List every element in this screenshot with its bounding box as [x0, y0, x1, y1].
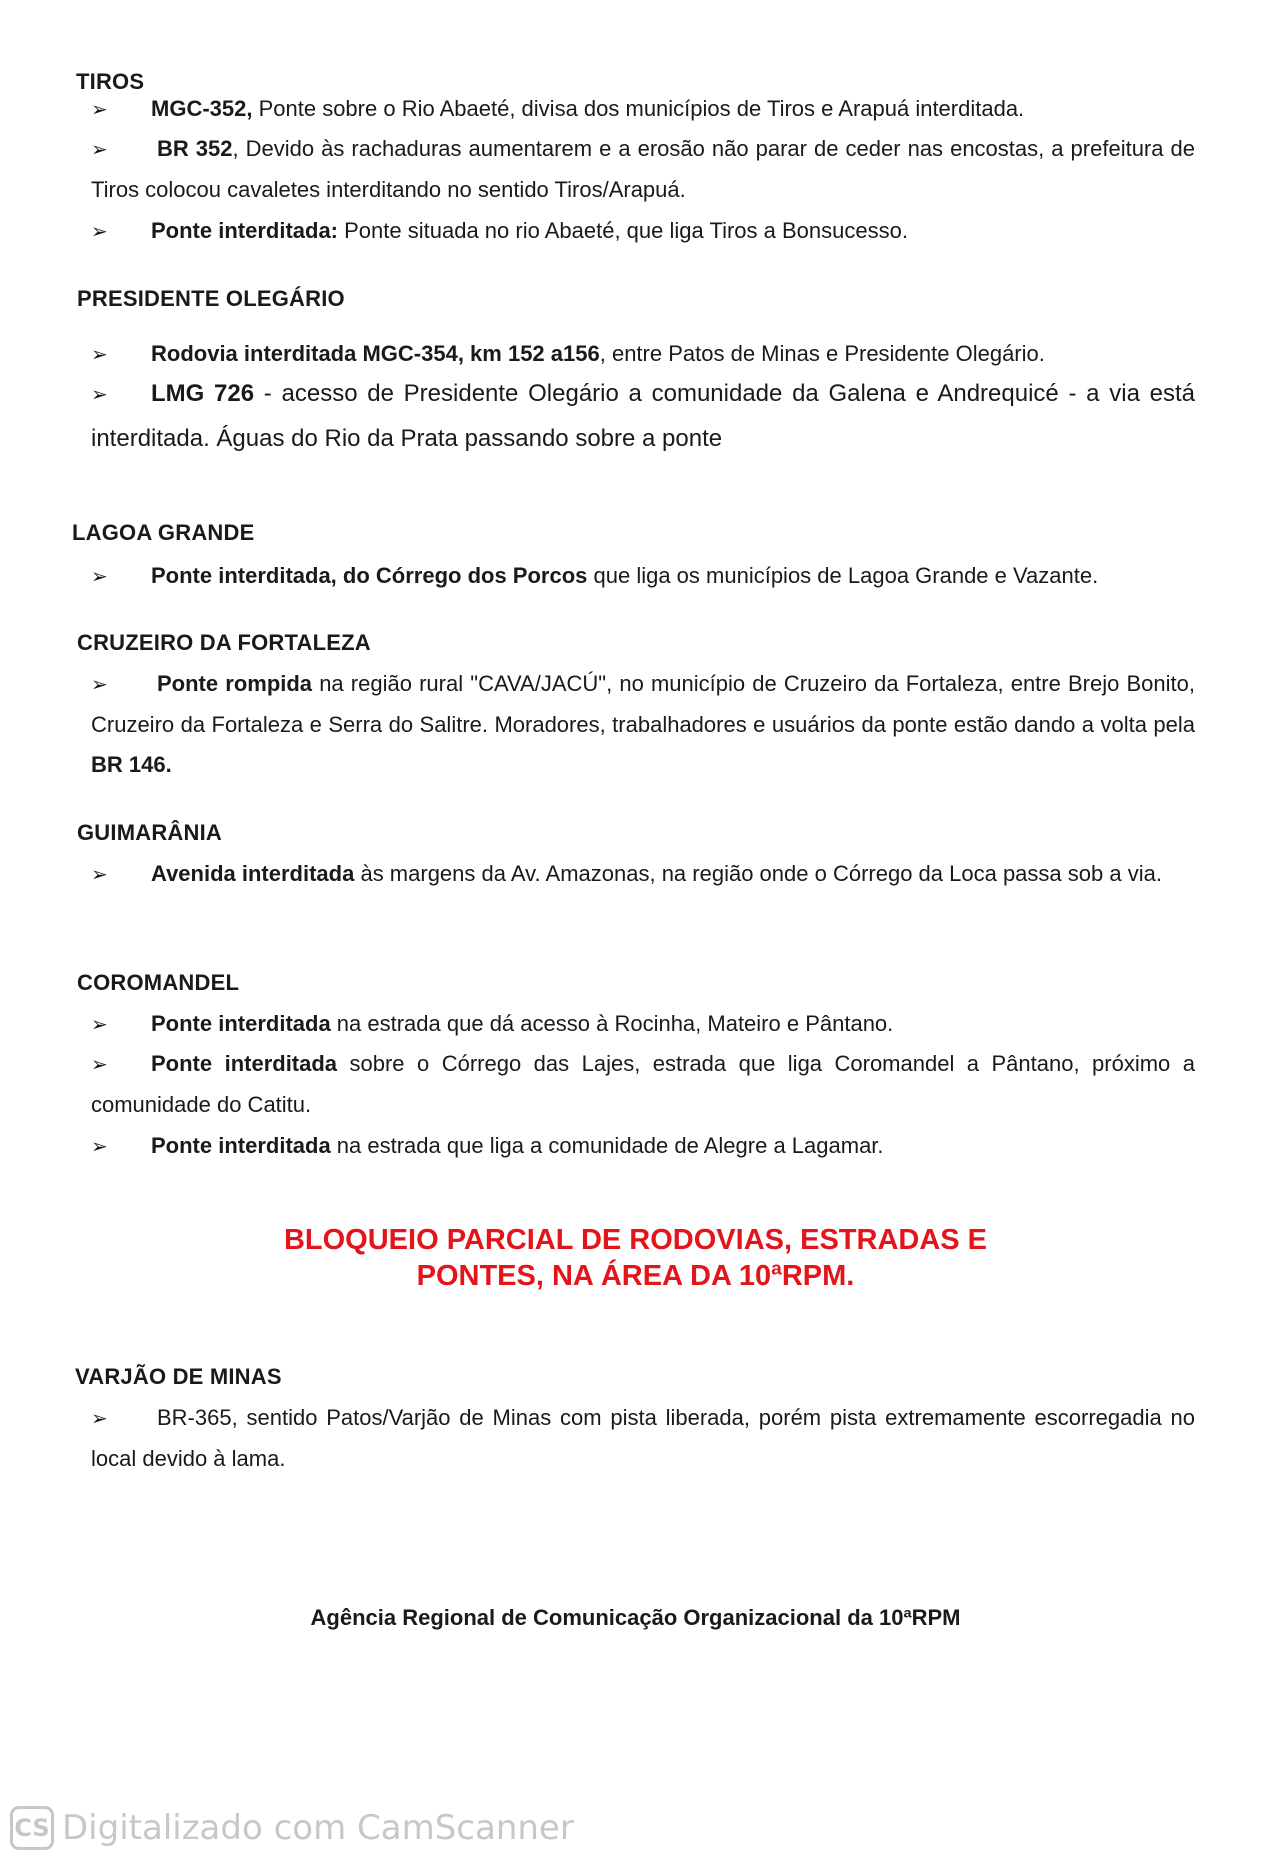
camscanner-logo-icon: CS — [10, 1806, 54, 1850]
arrow-bullet-icon: ➢ — [91, 1054, 108, 1076]
list-item: ➢ Rodovia interditada MGC-354, km 152 a156, entre Patos de Minas e Presidente Olegário. — [91, 334, 1195, 375]
arrow-bullet-icon: ➢ — [91, 221, 108, 243]
list-item: ➢ Ponte interditada, do Córrego dos Porcos que liga os municípios de Lagoa Grande e Vazante. — [91, 556, 1195, 597]
arrow-bullet-icon: ➢ — [91, 1014, 108, 1036]
list-item: ➢ LMG 726 - acesso de Presidente Olegário a comunidade da Galena e Andrequicé - a via está interditada. Águas do Rio da Prata passando sobre a ponte — [91, 372, 1195, 461]
section-title-bloqueio-line2: PONTES, NA ÁREA DA 10ªRPM. — [416, 1260, 855, 1292]
section-heading-coromandel: COROMANDEL — [77, 970, 240, 995]
list-item: ➢ Avenida interditada às margens da Av. Amazonas, na região onde o Córrego da Loca passa sob a via. — [91, 854, 1195, 895]
arrow-bullet-icon: ➢ — [91, 864, 108, 886]
list-item: ➢ Ponte interditada: Ponte situada no rio Abaeté, que liga Tiros a Bonsucesso. — [91, 211, 1195, 252]
arrow-bullet-icon: ➢ — [91, 139, 108, 161]
arrow-bullet-icon: ➢ — [91, 674, 108, 696]
list-item: ➢ BR-365, sentido Patos/Varjão de Minas com pista liberada, porém pista extremamente escorregadia no local devido à lama. — [91, 1398, 1195, 1479]
watermark-text: Digitalizado com CamScanner — [62, 1808, 574, 1848]
list-item: ➢ Ponte interditada sobre o Córrego das Lajes, estrada que liga Coromandel a Pântano, próximo a comunidade do Catitu. — [91, 1044, 1195, 1125]
section-heading-guimarania: GUIMARÂNIA — [77, 820, 222, 845]
arrow-bullet-icon: ➢ — [91, 1136, 108, 1158]
arrow-bullet-icon: ➢ — [91, 384, 108, 406]
list-item: ➢ Ponte interditada na estrada que dá acesso à Rocinha, Mateiro e Pântano. — [91, 1004, 1195, 1045]
arrow-bullet-icon: ➢ — [91, 1408, 108, 1430]
section-heading-lagoa-grande: LAGOA GRANDE — [72, 520, 255, 545]
arrow-bullet-icon: ➢ — [91, 566, 108, 588]
section-heading-tiros: TIROS — [76, 69, 145, 94]
section-heading-cruzeiro-da-fortaleza: CRUZEIRO DA FORTALEZA — [77, 630, 371, 655]
arrow-bullet-icon: ➢ — [91, 344, 108, 366]
section-heading-presidente-olegario: PRESIDENTE OLEGÁRIO — [77, 286, 345, 311]
list-item: ➢ MGC-352, Ponte sobre o Rio Abaeté, divisa dos municípios de Tiros e Arapuá interditada. — [91, 89, 1195, 130]
arrow-bullet-icon: ➢ — [91, 99, 108, 121]
list-item: ➢ Ponte rompida na região rural "CAVA/JACÚ", no município de Cruzeiro da Fortaleza, entre Brejo Bonito, Cruzeiro da Fortaleza e Serra do Salitre. Moradores, trabalhadores e usuários da ponte estão dando a volta pela BR 146. — [91, 664, 1195, 785]
camscanner-watermark — [10, 1805, 574, 1851]
section-heading-varjao-de-minas: VARJÃO DE MINAS — [75, 1364, 282, 1389]
footer-credit: Agência Regional de Comunicação Organizacional da 10ªRPM — [310, 1605, 961, 1630]
list-item: ➢ BR 352, Devido às rachaduras aumentarem e a erosão não parar de ceder nas encostas, a prefeitura de Tiros colocou cavaletes interditando no sentido Tiros/Arapuá. — [91, 129, 1195, 210]
list-item: ➢ Ponte interditada na estrada que liga a comunidade de Alegre a Lagamar. — [91, 1126, 1195, 1167]
section-title-bloqueio-line1: BLOQUEIO PARCIAL DE RODOVIAS, ESTRADAS E — [283, 1224, 988, 1256]
